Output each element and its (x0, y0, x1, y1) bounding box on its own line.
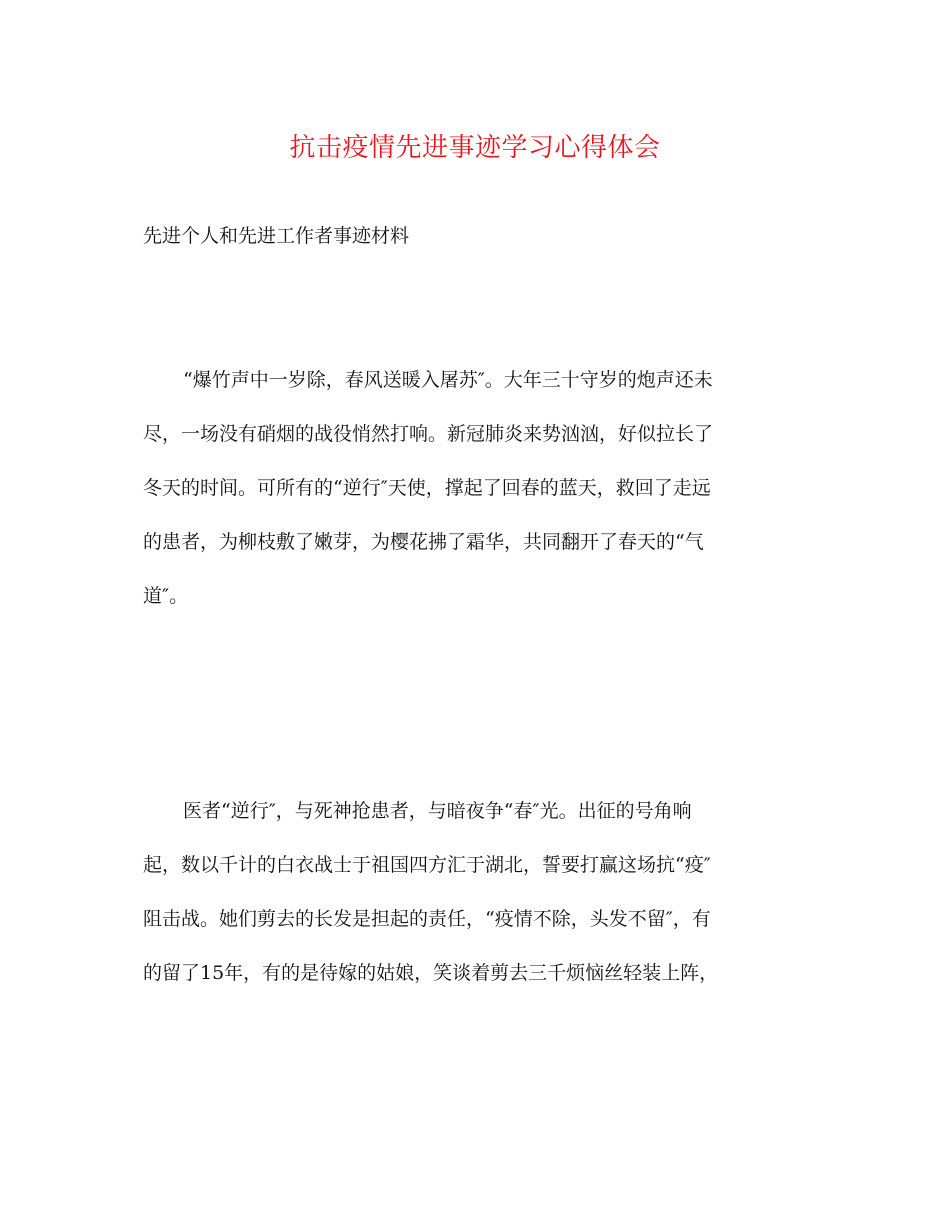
paragraph-line: 冬天的时间。可所有的“逆行″天使，撑起了回春的蓝天，救回了走远 (143, 477, 711, 499)
document-title: 抗击疫情先进事迹学习心得体会 (289, 133, 661, 163)
paragraph-2 (143, 792, 809, 1008)
paragraph-line: 的留了15年，有的是待嫁的姑娘，笑谈着剪去三千烦恼丝轻装上阵， (143, 962, 719, 984)
paragraph-line: 阻击战。她们剪去的长发是担起的责任，“疫情不除，头发不留″，有 (143, 908, 711, 930)
document-subtitle: 先进个人和先进工作者事迹材料 (143, 225, 410, 247)
paragraph-1 (143, 361, 809, 631)
paragraph-line: “爆竹声中一岁除，春风送暖入屠苏″。大年三十守岁的炮声还未 (183, 369, 713, 391)
paragraph-line: 道″。 (143, 585, 189, 607)
paragraph-line: 的患者，为柳枝敷了嫩芽，为樱花拂了霜华，共同翻开了春天的“气 (143, 531, 704, 553)
paragraph-line: 医者“逆行″，与死神抢患者，与暗夜争“春″光。出征的号角响 (183, 800, 692, 822)
paragraph-line: 尽，一场没有硝烟的战役悄然打响。新冠肺炎来势汹汹，好似拉长了 (143, 423, 714, 445)
paragraph-line: 起，数以千计的白衣战士于祖国四方汇于湖北，誓要打赢这场抗“疫″ (143, 854, 711, 876)
